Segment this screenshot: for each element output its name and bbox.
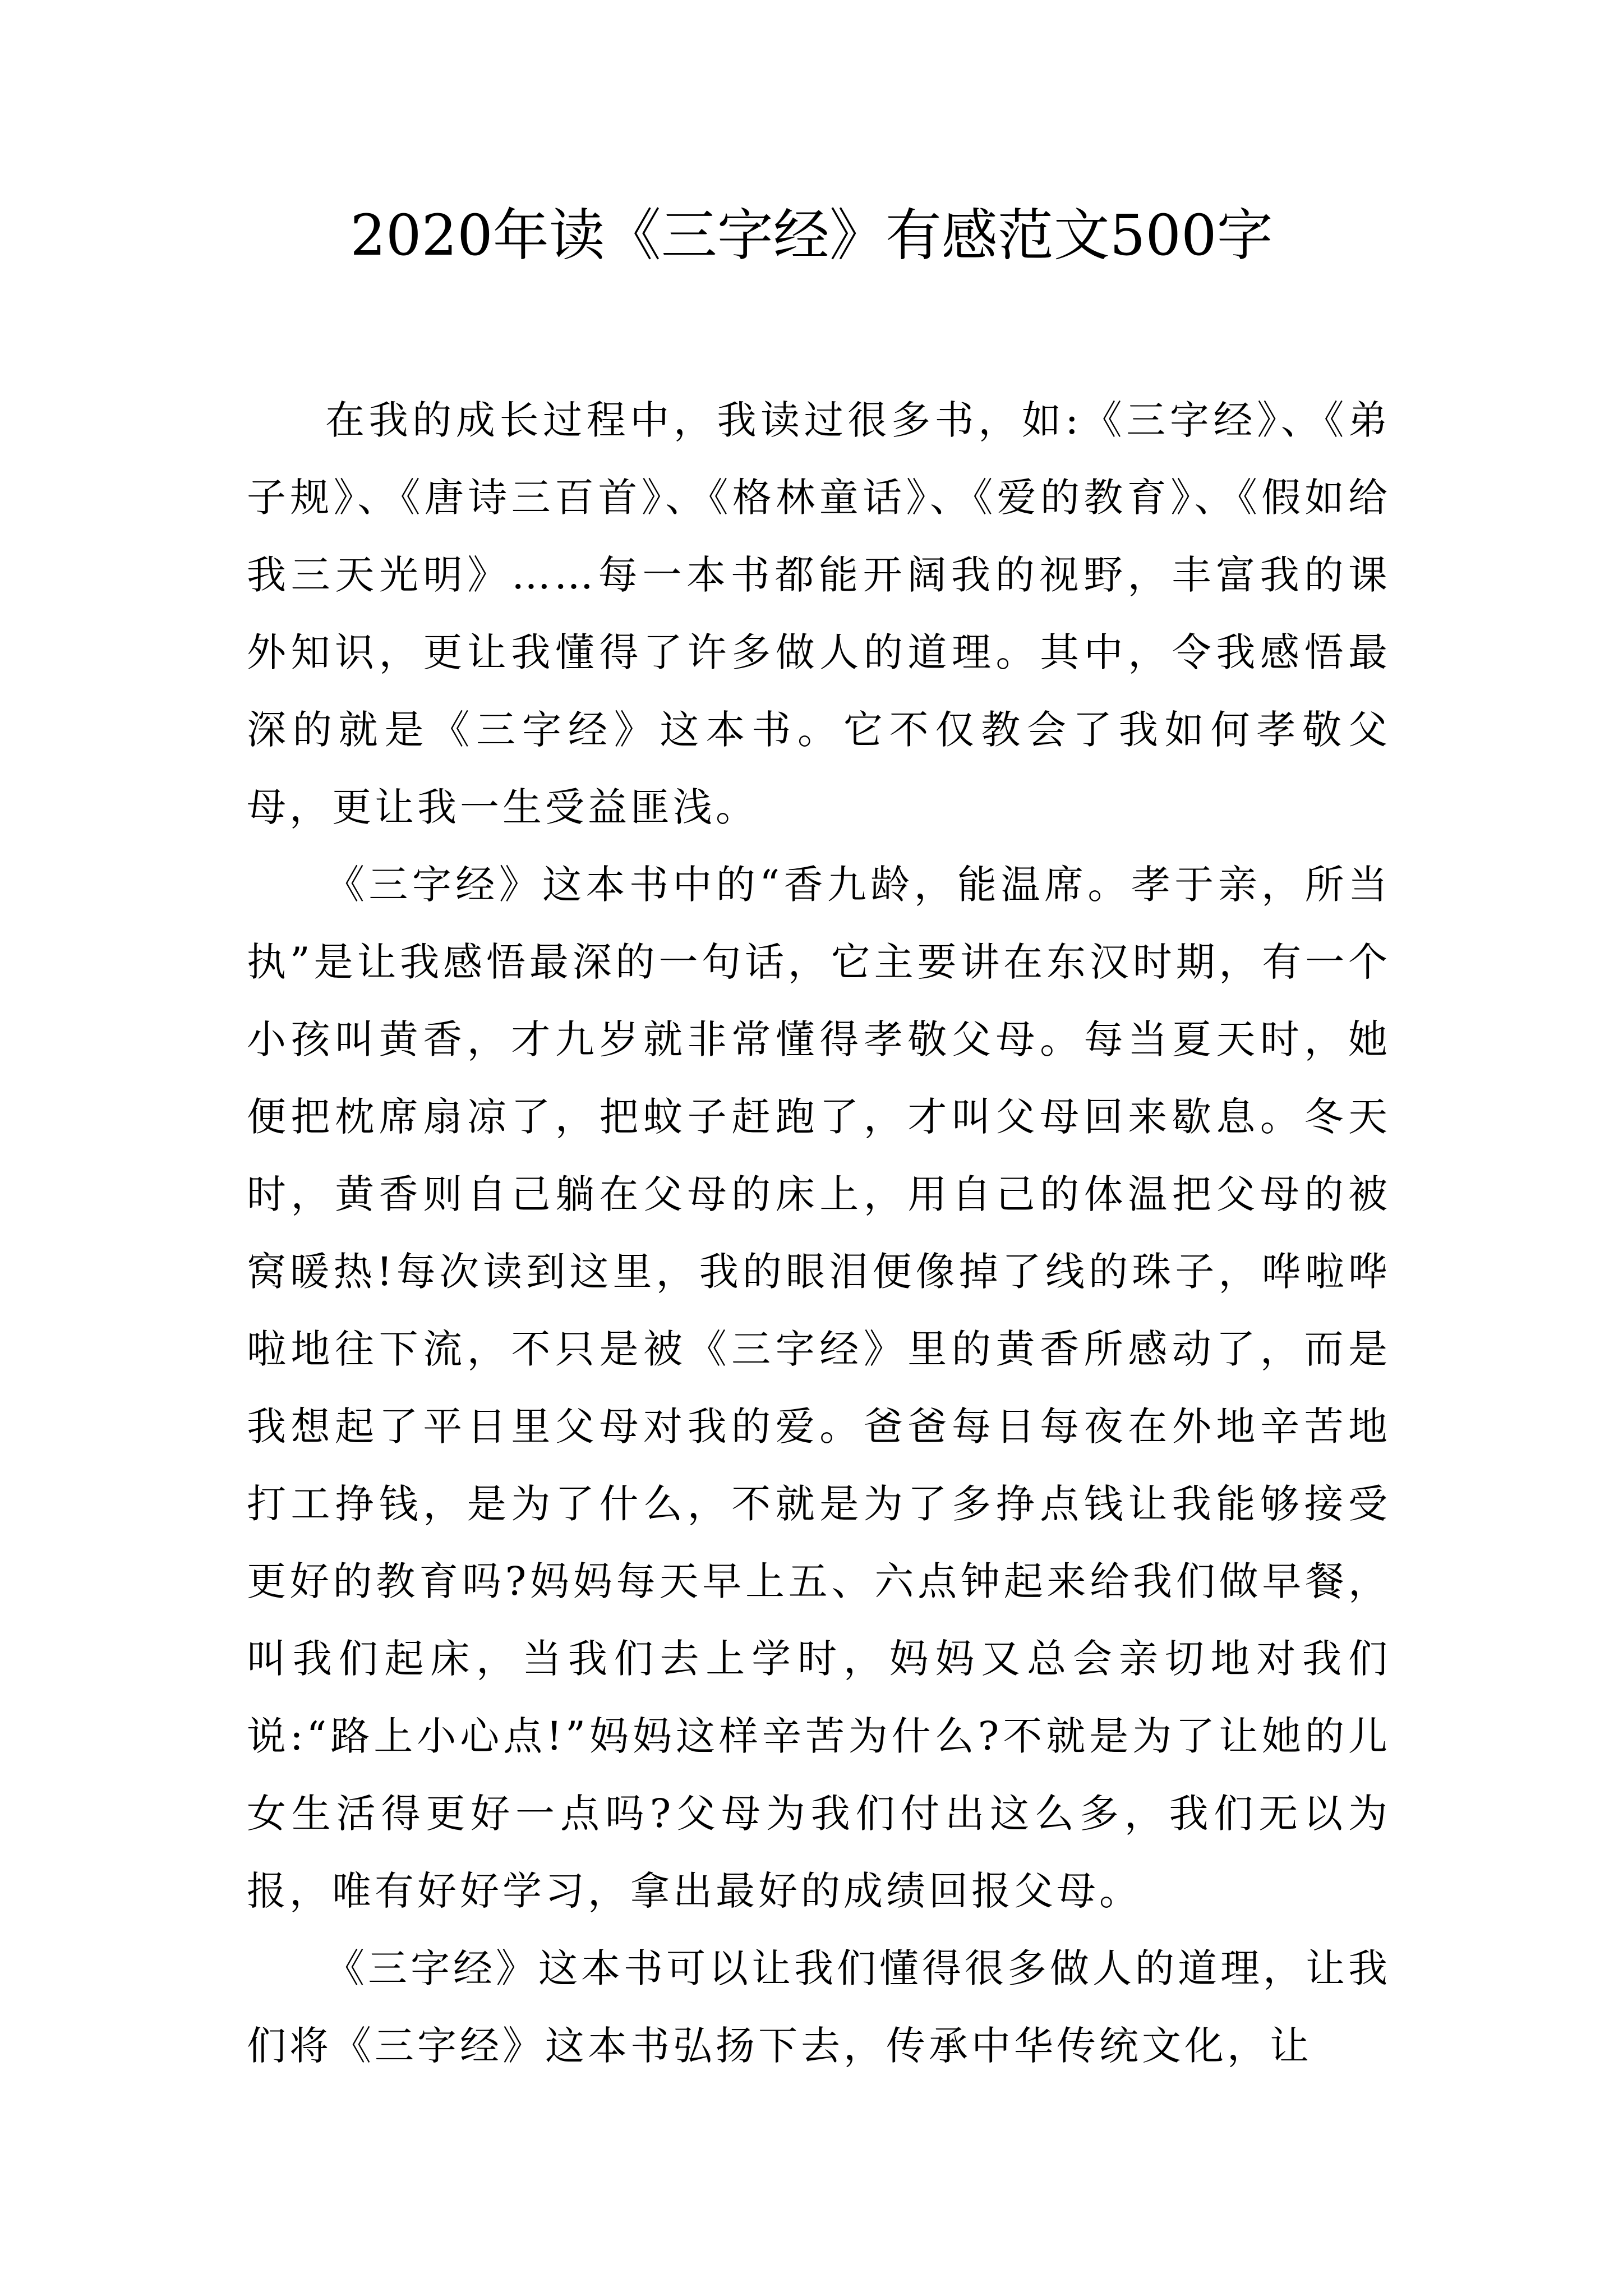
paragraph-3: 《三字经》这本书可以让我们懂得很多做人的道理，让我们将《三字经》这本书弘扬下去，传承中华传统文化，让 — [247, 1945, 1391, 2069]
document-title: 2020年读《三字经》有感范文500字 — [350, 203, 1273, 268]
paragraph-1: 在我的成长过程中，我读过很多书，如:《三字经》、《弟子规》、《唐诗三百首》、《格林童话》、《爱的教育》、《假如给我三天光明》……每一本书都能开阔我的视野，丰富我的课外知识，更让我懂得了许多做人的道理。其中，令我感悟最深的就是《三字经》这本书。它不仅教会了我如何孝敬父母，更让我一生受益匪浅。 — [247, 397, 1391, 830]
paragraph-2: 《三字经》这本书中的“香九龄，能温席。孝于亲，所当执”是让我感悟最深的一句话，它主要讲在东汉时期，有一个小孩叫黄香，才九岁就非常懂得孝敬父母。每当夏天时，她便把枕席扇凉了，把蚊子赶跑了，才叫父母回来歇息。冬天时，黄香则自己躺在父母的床上，用自己的体温把父母的被窝暖热!每次读到这里，我的眼泪便像掉了线的珠子，哗啦哗啦地往下流，不只是被《三字经》里的黄香所感动了，而是我想起了平日里父母对我的爱。爸爸每日每夜在外地辛苦地打工挣钱，是为了什么，不就是为了多挣点钱让我能够接受更好的教育吗?妈妈每天早上五、六点钟起来给我们做早餐，叫我们起床，当我们去上学时，妈妈又总会亲切地对我们说:“路上小心点!”妈妈这样辛苦为什么?不就是为了让她的儿女生活得更好一点吗?父母为我们付出这么多，我们无以为报，唯有好好学习，拿出最好的成绩回报父母。 — [247, 862, 1391, 1914]
document-body — [247, 381, 1391, 2085]
